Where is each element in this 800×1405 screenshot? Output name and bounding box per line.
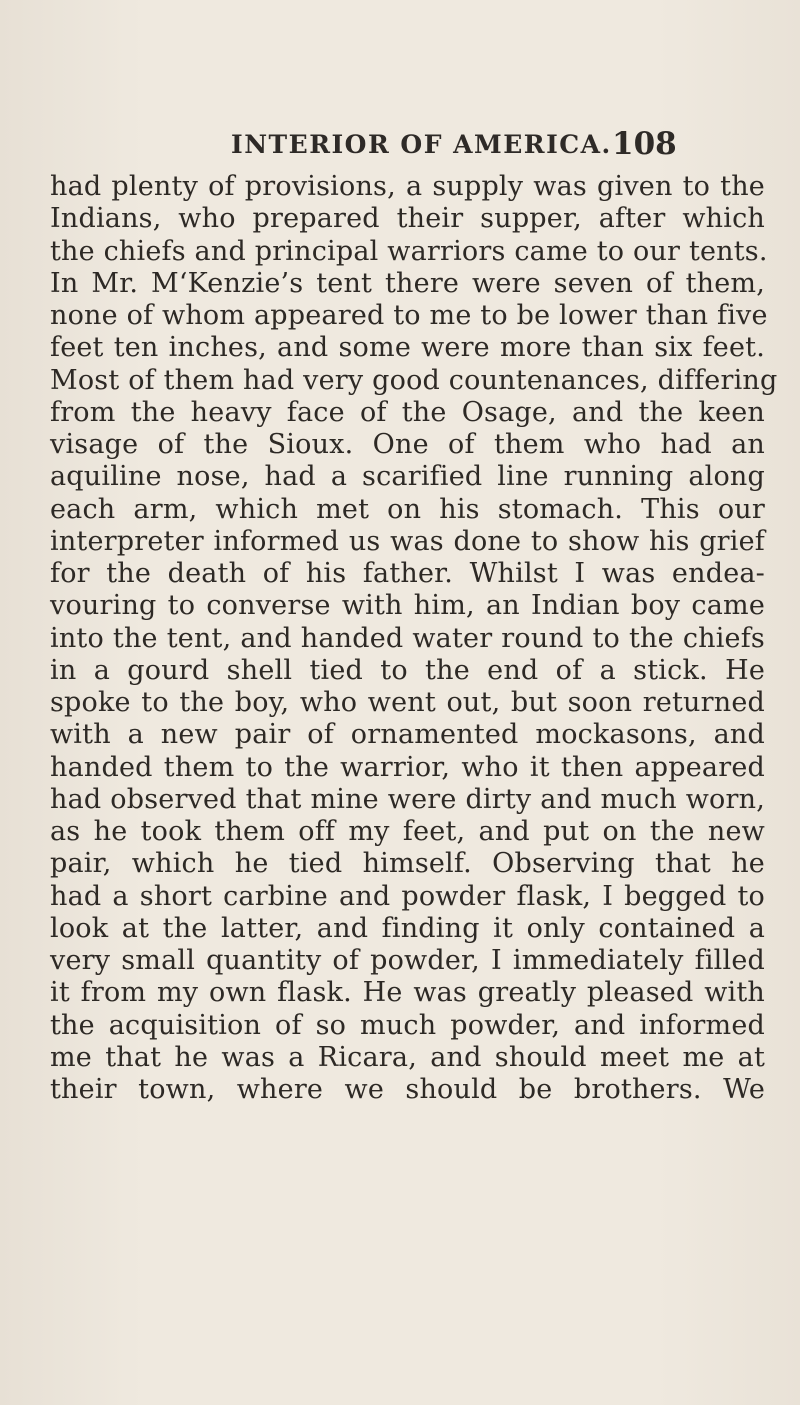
text-line-20: had observed that mine were dirty and much worn,	[50, 783, 765, 815]
text-line-29: their town, where we should be brothers. We	[50, 1074, 765, 1105]
text-line-3: the chiefs and principal warriors came to our tents.	[50, 235, 768, 267]
text-line-19: handed them to the warrior, who it then appeared	[50, 751, 765, 783]
text-line-13: for the death of his father. Whilst I was endea-	[50, 558, 765, 589]
text-line-27: the acquisition of so much powder, and informed	[50, 1009, 765, 1041]
text-line-6: feet ten inches, and some were more than six feet.	[50, 332, 765, 364]
text-line-23: had a short carbine and powder flask, I begged to	[50, 880, 765, 912]
text-line-28: me that he was a Ricara, and should meet me at	[50, 1041, 765, 1073]
text-line-9: visage of the Sioux. One of them who had an	[50, 429, 765, 460]
running-title: INTERIOR OF AMERICA.	[231, 130, 612, 159]
text-line-11: each arm, which met on his stomach. This our	[50, 493, 765, 525]
text-line-24: look at the latter, and finding it only contained a	[50, 912, 765, 944]
text-line-10: aquiline nose, had a scarified line running along	[50, 461, 765, 493]
text-line-18: with a new pair of ornamented mockasons, and	[50, 719, 765, 751]
text-line-12: interpreter informed us was done to show his grief	[50, 525, 765, 557]
text-line-2: Indians, who prepared their supper, after which	[50, 203, 765, 235]
body-text	[50, 171, 778, 1106]
text-line-16: in a gourd shell tied to the end of a stick. He	[50, 654, 765, 686]
text-line-17: spoke to the boy, who went out, but soon returned	[50, 687, 765, 718]
text-line-8: from the heavy face of the Osage, and the keen	[50, 396, 765, 428]
text-line-22: pair, which he tied himself. Observing that he	[50, 848, 765, 880]
text-line-1: had plenty of provisions, a supply was given to the	[50, 171, 765, 202]
page-number: 108	[612, 126, 677, 162]
running-head	[0, 126, 800, 166]
text-line-26: it from my own flask. He was greatly pleased with	[50, 977, 765, 1009]
text-line-21: as he took them off my feet, and put on the new	[50, 816, 765, 847]
text-line-25: very small quantity of powder, I immediately filled	[50, 945, 765, 976]
text-line-7: Most of them had very good countenances, differing	[50, 364, 778, 396]
text-line-5: none of whom appeared to me to be lower than five	[50, 300, 768, 331]
text-line-4: In Mr. M‘Kenzie’s tent there were seven of them,	[50, 267, 765, 299]
text-line-14: vouring to converse with him, an Indian boy came	[50, 590, 765, 622]
text-line-15: into the tent, and handed water round to the chiefs	[50, 622, 765, 654]
